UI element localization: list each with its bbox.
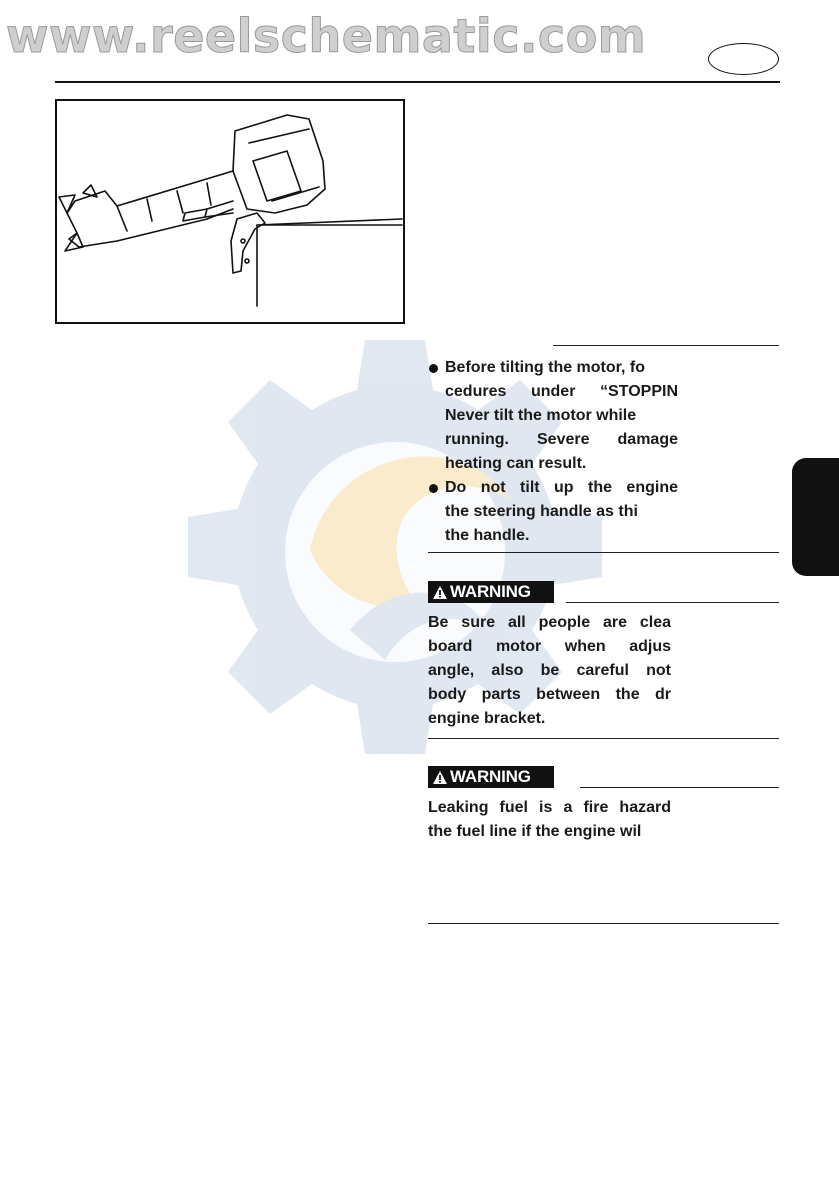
warning-2-text bbox=[428, 796, 671, 844]
header-rule bbox=[55, 81, 780, 83]
caution-item-2-line-2: the steering handle as thi bbox=[445, 503, 638, 520]
caution-item-1-line-1: Before tilting the motor, fo bbox=[428, 356, 678, 380]
figure-frame bbox=[55, 99, 405, 324]
warning-triangle-icon bbox=[432, 585, 448, 600]
warning-1-top-rule bbox=[566, 602, 779, 603]
warning-1-bottom-rule bbox=[428, 738, 779, 739]
warning-1-line-4: body parts between the dr bbox=[428, 686, 671, 703]
language-tab-oval bbox=[708, 43, 779, 75]
warning-badge-1-label: WARNING bbox=[450, 582, 531, 601]
outboard-motor-tilted-illustration bbox=[57, 101, 403, 322]
bullet-icon bbox=[429, 484, 438, 493]
warning-badge-2 bbox=[428, 766, 554, 788]
watermark-site-url: www.reelschematic.com bbox=[6, 9, 647, 63]
caution-bottom-rule bbox=[428, 552, 779, 553]
warning-1-line-1: Be sure all people are clea bbox=[428, 614, 671, 631]
caution-item-1-line-3: Never tilt the motor while bbox=[445, 407, 637, 424]
section-side-tab bbox=[792, 458, 839, 576]
warning-triangle-icon bbox=[432, 770, 448, 785]
warning-1-line-5: engine bracket. bbox=[428, 710, 546, 727]
warning-badge-1 bbox=[428, 581, 554, 603]
caution-item-2-line-1: Do not tilt up the engine bbox=[428, 476, 678, 500]
caution-item-1-line-4: running. Severe damage bbox=[445, 431, 678, 448]
warning-2-line-2: the fuel line if the engine wil bbox=[428, 823, 642, 840]
warning-2-line-1: Leaking fuel is a fire hazard bbox=[428, 799, 671, 816]
warning-1-text bbox=[428, 611, 671, 731]
caution-item-1 bbox=[428, 356, 678, 476]
warning-badge-2-label: WARNING bbox=[450, 767, 531, 786]
caution-item-1-line-5: heating can result. bbox=[445, 455, 587, 472]
warning-2-top-rule bbox=[580, 787, 779, 788]
warning-2-bottom-rule bbox=[428, 923, 779, 924]
caution-item-2 bbox=[428, 476, 678, 548]
warning-1-line-3: angle, also be careful not bbox=[428, 662, 671, 679]
caution-top-rule bbox=[553, 345, 779, 346]
bullet-icon bbox=[429, 364, 438, 373]
caution-item-2-line-3: the handle. bbox=[445, 527, 530, 544]
caution-item-1-line-2: cedures under “STOPPIN bbox=[445, 383, 678, 400]
warning-1-line-2: board motor when adjus bbox=[428, 638, 671, 655]
